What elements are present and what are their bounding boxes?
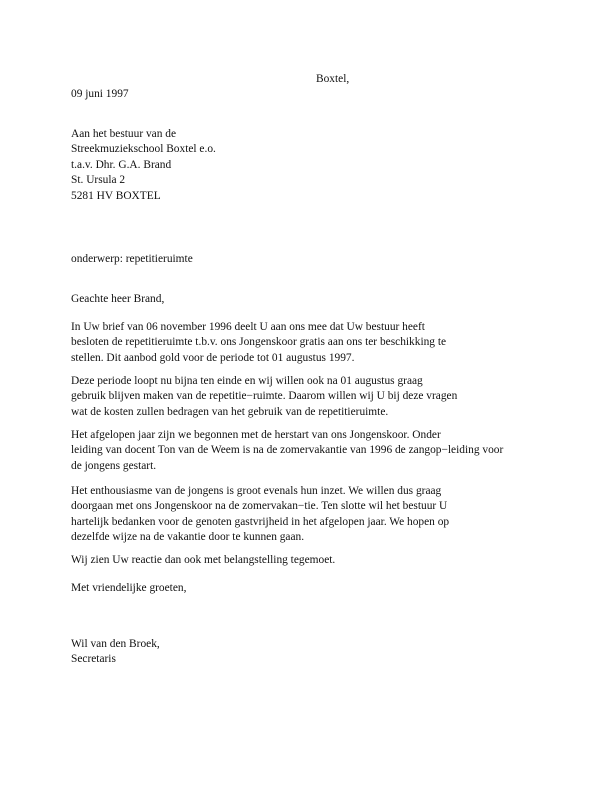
body-line: dezelfde wijze na de vakantie door te kunnen gaan. xyxy=(71,531,305,544)
body-line: Het afgelopen jaar zijn we begonnen met de herstart van ons Jongenskoor. Onder xyxy=(71,429,441,441)
body-line: doorgaan met ons Jongenskoor na de zomervakan−tie. Ten slotte wil het bestuur U xyxy=(71,500,448,513)
recipient-line: St. Ursula 2 xyxy=(71,174,126,187)
signature-title: Secretaris xyxy=(71,653,116,665)
recipient-line: Streekmuziekschool Boxtel e.o. xyxy=(71,143,216,156)
body-paragraph-1 xyxy=(71,320,446,366)
body-line: Wij zien Uw reactie dan ook met belangstelling tegemoet. xyxy=(71,554,336,566)
body-paragraph-5 xyxy=(71,553,335,568)
body-line: de jongens gestart. xyxy=(71,459,157,472)
letter-salutation: Geachte heer Brand, xyxy=(71,293,165,305)
body-paragraph-4 xyxy=(71,484,449,546)
body-line: leiding van docent Ton van de Weem is na de zomervakantie van 1996 de zangop−leiding voor xyxy=(71,444,504,457)
body-line: wat de kosten zullen bedragen van het gebruik van de repetitieruimte. xyxy=(71,405,389,418)
body-line: Deze periode loopt nu bijna ten einde en wij willen ook na 01 augustus graag xyxy=(71,375,423,387)
body-line: gebruik blijven maken van de repetitie−ruimte. Daarom willen wij U bij deze vragen xyxy=(71,390,458,403)
body-line: stellen. Dit aanbod gold voor de periode tot 01 augustus 1997. xyxy=(71,351,355,364)
recipient-line: Aan het bestuur van de xyxy=(71,128,177,140)
body-line: In Uw brief van 06 november 1996 deelt U aan ons mee dat Uw bestuur heeft xyxy=(71,321,425,333)
body-line: besloten de repetitieruimte t.b.v. ons Jongenskoor gratis aan ons ter beschikking te xyxy=(71,336,447,349)
body-paragraph-2 xyxy=(71,374,457,420)
recipient-line: 5281 HV BOXTEL xyxy=(71,189,161,202)
letter-date: 09 juni 1997 xyxy=(71,88,129,100)
letter-subject: onderwerp: repetitieruimte xyxy=(71,253,193,265)
body-line: hartelijk bedanken voor de genoten gastvrijheid in het afgelopen jaar. We hopen op xyxy=(71,515,450,528)
letter-closing: Met vriendelijke groeten, xyxy=(71,582,187,594)
recipient-address xyxy=(71,127,216,204)
letter-place: Boxtel, xyxy=(316,73,350,85)
body-line: Het enthousiasme van de jongens is groot evenals hun inzet. We willen dus graag xyxy=(71,485,442,497)
signature-name: Wil van den Broek, xyxy=(71,638,160,650)
recipient-line: t.a.v. Dhr. G.A. Brand xyxy=(71,158,172,171)
body-paragraph-3 xyxy=(71,428,503,474)
